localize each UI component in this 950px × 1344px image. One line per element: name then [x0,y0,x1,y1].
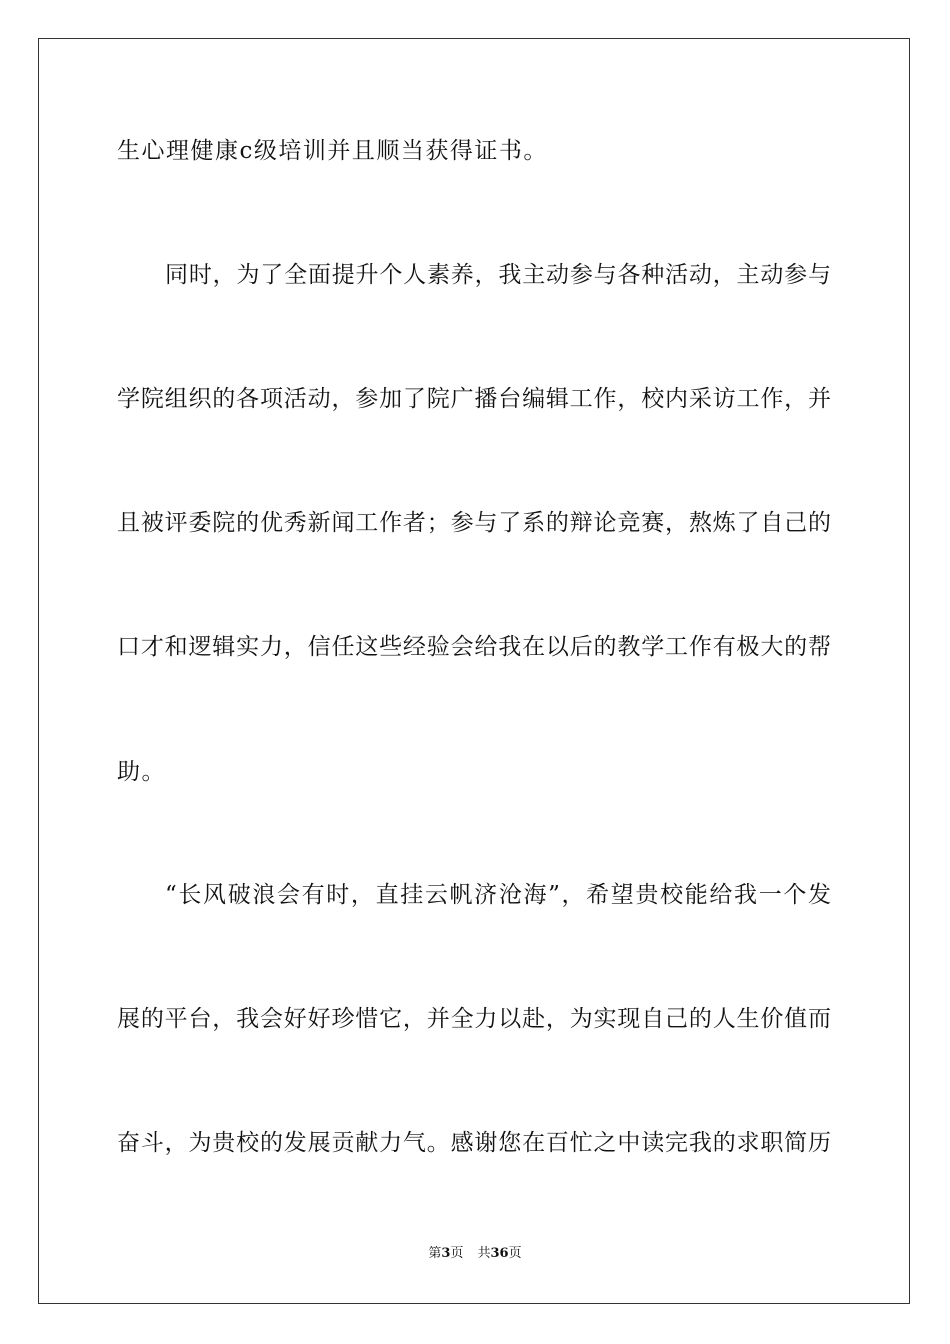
footer-page-prefix: 第 [428,1246,442,1261]
page-footer [0,1246,950,1262]
footer-page-total: 36 [490,1246,509,1261]
paragraph-line-1: 生心理健康c级培训并且顺当获得证书。 [117,138,548,164]
footer-total-prefix: 共 [477,1246,491,1261]
paragraph-line-8: 展的平台，我会好好珍惜它，并全力以赴，为实现自己的人生价值而 [117,1006,831,1032]
paragraph-line-9: 奋斗，为贵校的发展贡献力气。感谢您在百忙之中读完我的求职简历 [117,1130,831,1156]
page-border [38,38,910,1304]
paragraph-line-2: 同时，为了全面提升个人素养，我主动参与各种活动，主动参与 [165,262,831,288]
paragraph-line-7: “长风破浪会有时，直挂云帆济沧海”，希望贵校能给我一个发 [165,882,831,908]
footer-page-unit: 页 [450,1246,464,1261]
paragraph-line-5: 口才和逻辑实力，信任这些经验会给我在以后的教学工作有极大的帮 [117,634,831,660]
paragraph-line-3: 学院组织的各项活动，参加了院广播台编辑工作，校内采访工作，并 [117,386,831,412]
paragraph-line-4: 且被评委院的优秀新闻工作者；参与了系的辩论竞赛，熬炼了自己的 [117,510,831,536]
paragraph-line-6: 助。 [117,759,166,785]
footer-total-unit: 页 [508,1246,522,1261]
footer-page-current: 3 [441,1246,451,1261]
